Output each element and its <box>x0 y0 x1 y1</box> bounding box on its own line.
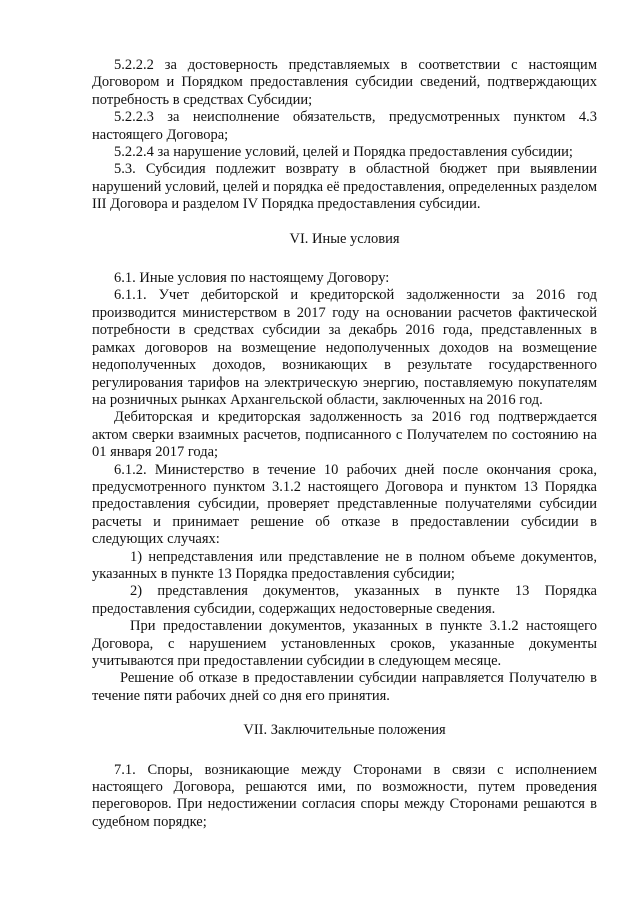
paragraph-6-1-2: 6.1.2. Министерство в течение 10 рабочих дней после окончания срока, предусмотренного пунктом 3.1.2 настоящего Договора и пунктом 13 Порядка предоставления субсидии, проверяет представленные получателями субсидии расчеты и принимает решение об отказе в предоставлении субсидии в следующих случаях: <box>92 461 597 548</box>
paragraph-refusal-notice: Решение об отказе в предоставлении субсидии направляется Получателю в течение пяти рабочих дней со дня его принятия. <box>92 670 597 704</box>
section-heading-6: VI. Иные условия <box>289 230 400 247</box>
spacer <box>92 248 597 270</box>
document-page <box>92 57 597 831</box>
list-item-1: 1) непредставления или представление не в полном объеме документов, указанных в пункте 13 Порядка предоставления субсидии; <box>92 548 597 582</box>
section-heading-7: VII. Заключительные положения <box>243 722 446 739</box>
paragraph-late-documents: При предоставлении документов, указанных в пункте 3.1.2 настоящего Договора, с нарушением установленных сроков, указанные документы учитываются при предоставлении субсидии в следующем месяце. <box>92 618 597 669</box>
paragraph-5-2-2-3: 5.2.2.3 за неисполнение обязательств, предусмотренных пунктом 4.3 настоящего Договора; <box>92 109 597 143</box>
paragraph-6-1: 6.1. Иные условия по настоящему Договору: <box>114 270 390 287</box>
list-item-2: 2) представления документов, указанных в пункте 13 Порядка предоставления субсидии, содержащих недостоверные сведения. <box>92 583 597 617</box>
spacer <box>92 740 597 762</box>
paragraph-5-3: 5.3. Субсидия подлежит возврату в областной бюджет при выявлении нарушений условий, целей и порядка её предоставления, определенных разделом III Договора и разделом IV Порядка предоставления субсидии. <box>92 161 597 213</box>
spacer <box>92 214 597 231</box>
paragraph-5-2-2-2: 5.2.2.2 за достоверность представляемых в соответствии с настоящим Договором и Порядком предоставления субсидии сведений, подтверждающих потребность в средствах Субсидии; <box>92 57 597 108</box>
paragraph-5-2-2-4: 5.2.2.4 за нарушение условий, целей и Порядка предоставления субсидии; <box>114 144 573 161</box>
paragraph-6-1-1: 6.1.1. Учет дебиторской и кредиторской задолженности за 2016 год производится министерством в 2017 году на основании расчетов фактической потребности в средствах субсидии за декабрь 2016 года, представленных в рамках договоров на возмещение недополученных доходов на возмещение недополученных доходов, возникающих в результате государственного регулирования тарифов на электрическую энергию, поставляемую покупателям на розничных рынках Архангельской области, заключенных на 2016 год. <box>92 287 597 408</box>
spacer <box>92 705 597 722</box>
paragraph-receivables: Дебиторская и кредиторская задолженность за 2016 год подтверждается актом сверки взаимных расчетов, подписанного с Получателем по состоянию на 01 января 2017 года; <box>92 409 597 461</box>
paragraph-7-1: 7.1. Споры, возникающие между Сторонами в связи с исполнением настоящего Договора, решаются ими, по возможности, путем проведения переговоров. При недостижении согласия споры между Сторонами решаются в судебном порядке; <box>92 761 597 830</box>
